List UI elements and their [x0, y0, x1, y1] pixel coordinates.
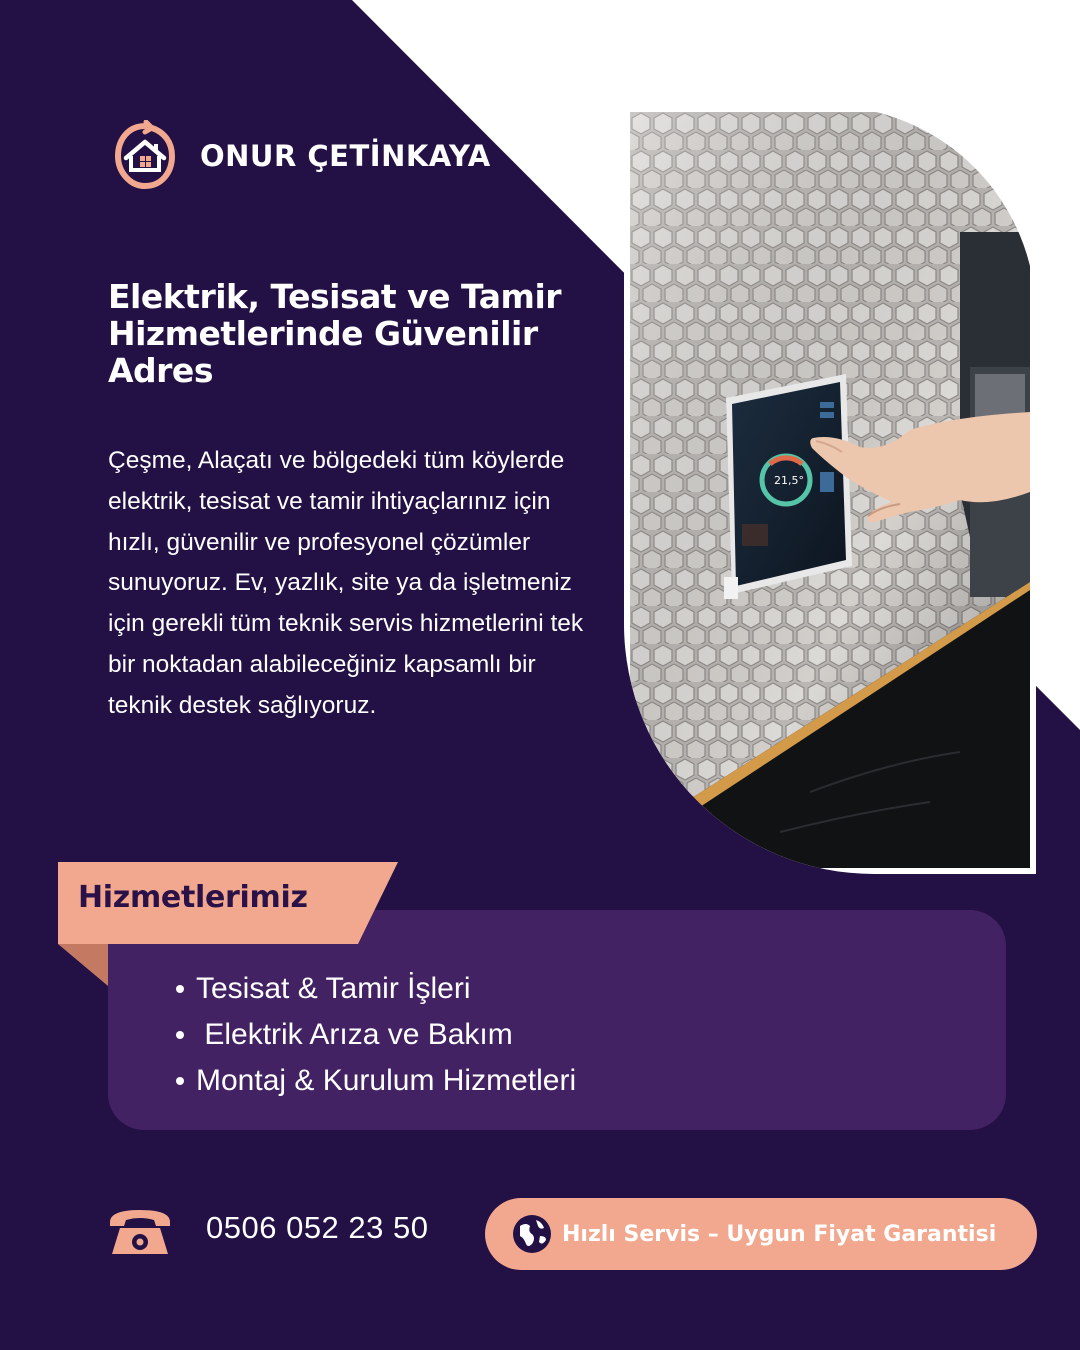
thermostat-tablet [724, 374, 852, 599]
description-text: Çeşme, Alaçatı ve bölgedeki tüm köylerde elektrik, tesisat ve tamir ihtiyaçlarınız için hızlı, güvenilir ve profesyonel çözümler sunuyoruz. Ev, yazlık, site ya da işletmeniz için gerekli tüm teknik servis hizmetlerini tek bir noktadan alabileceğiniz kapsamlı bir teknik destek sağlıyoruz. [108, 447, 584, 719]
service-label: Tesisat & Tamir İşleri [196, 972, 471, 1005]
thermostat-reading: 21,5° [774, 474, 804, 487]
list-item [176, 966, 576, 1012]
hand-touching-smart-thermostat-photo [630, 112, 1030, 868]
bullet [176, 1077, 184, 1085]
bullet [176, 1031, 184, 1039]
services-title: Hizmetlerimiz [78, 880, 308, 915]
globe-icon [512, 1214, 552, 1254]
photo-frame [624, 106, 1036, 874]
telephone-icon[interactable] [106, 1206, 174, 1258]
cta-label: Hızlı Servis – Uygun Fiyat Garantisi [562, 1221, 997, 1247]
phone-number[interactable]: 0506 052 23 50 [206, 1210, 429, 1245]
service-label: Elektrik Arıza ve Bakım [196, 1018, 513, 1051]
page-title: Elektrik, Tesisat ve Tamir Hizmetlerinde Güvenilir Adres [108, 277, 562, 390]
service-guarantee-button[interactable] [485, 1198, 1037, 1270]
list-item [176, 1058, 576, 1104]
house-logo-icon [112, 120, 178, 192]
brand-name: ONUR ÇETİNKAYA [200, 139, 491, 173]
list-item [176, 1012, 576, 1058]
brand [112, 118, 491, 194]
services-list [176, 966, 576, 1104]
tag-fold [58, 944, 108, 986]
bullet [176, 985, 184, 993]
service-label: Montaj & Kurulum Hizmetleri [196, 1064, 577, 1097]
